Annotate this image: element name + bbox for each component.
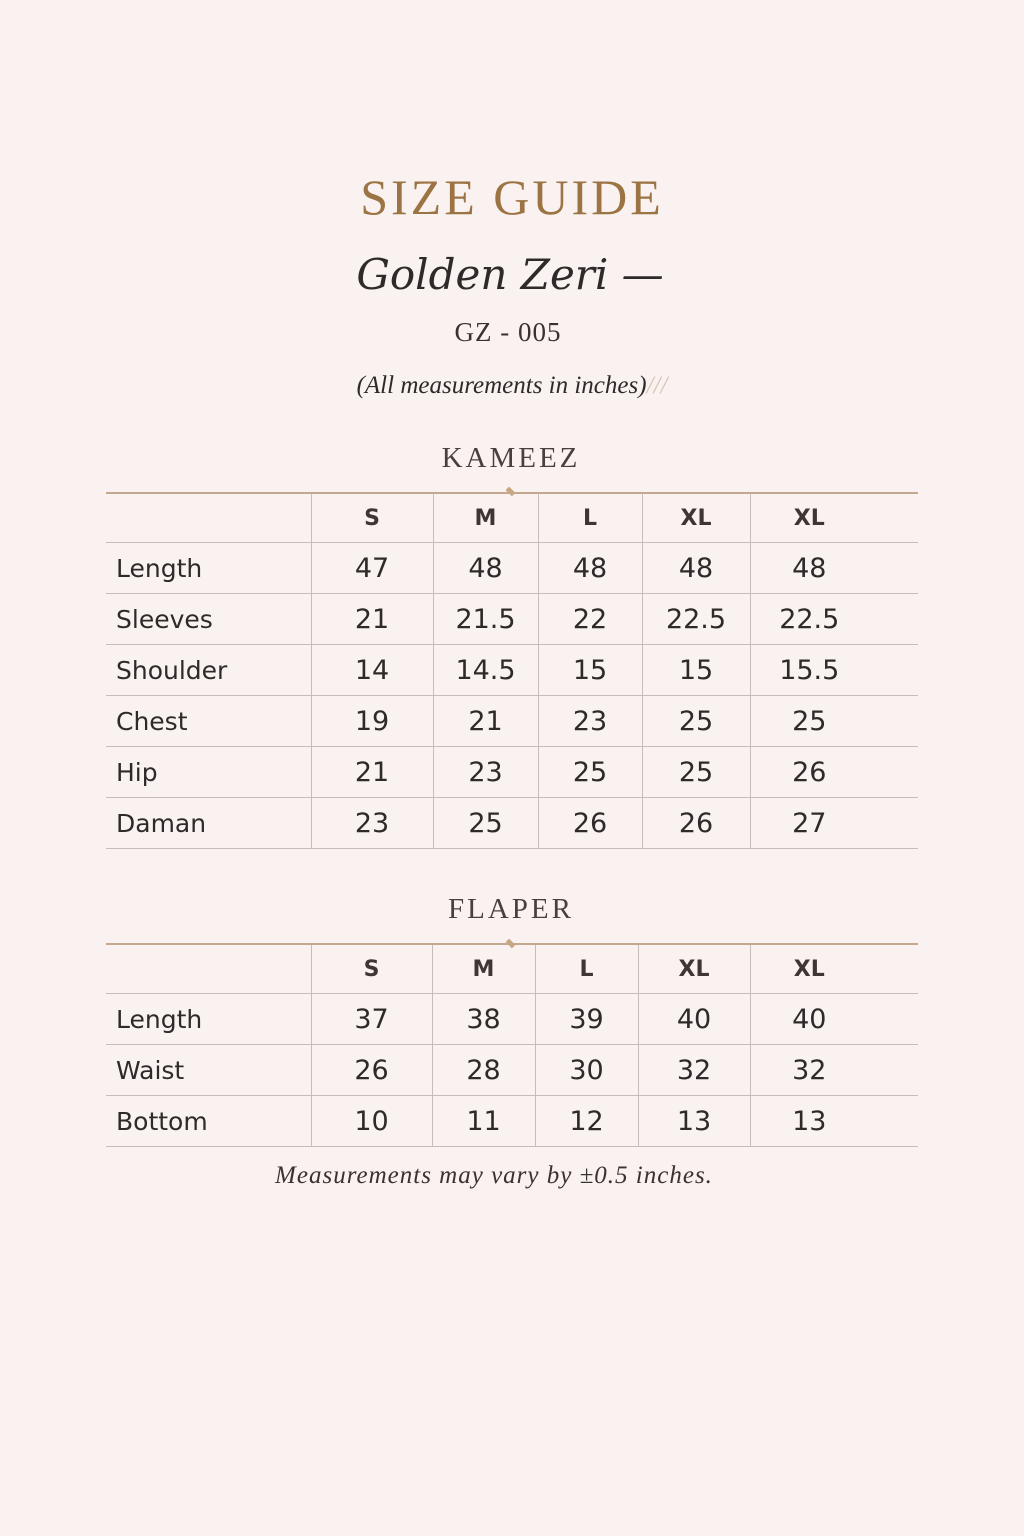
cell-value: 15 [538, 645, 642, 696]
cell-value: 22.5 [642, 594, 750, 645]
cell-value: 21 [311, 594, 433, 645]
cell-value: 27 [750, 798, 918, 849]
product-code: GZ - 005 [454, 317, 562, 347]
header-cell-s: S [311, 493, 433, 543]
cell-value: 15 [642, 645, 750, 696]
cell-value: 37 [311, 994, 432, 1045]
row-label: Shoulder [106, 645, 311, 696]
kameez-section-title: KAMEEZ [441, 442, 581, 474]
cell-value: 28 [432, 1045, 535, 1096]
table-row [106, 747, 918, 798]
header-cell-xl: XL [642, 493, 750, 543]
table-row [106, 798, 918, 849]
flaper-section-title: FLAPER [448, 893, 574, 925]
header-cell-xl-2: XL [750, 493, 918, 543]
page-title: SIZE GUIDE [360, 169, 664, 225]
row-label: Bottom [106, 1096, 311, 1147]
table-row [106, 1045, 918, 1096]
cell-value: 25 [538, 747, 642, 798]
cell-value: 22 [538, 594, 642, 645]
cell-value: 11 [432, 1096, 535, 1147]
cell-value: 32 [750, 1045, 918, 1096]
header-cell-xl-2: XL [750, 944, 918, 994]
header-cell-l: L [538, 493, 642, 543]
cell-value: 22.5 [750, 594, 918, 645]
row-label: Daman [106, 798, 311, 849]
cell-value: 23 [311, 798, 433, 849]
row-label: Length [106, 994, 311, 1045]
cell-value: 48 [538, 543, 642, 594]
table-row [106, 594, 918, 645]
cell-value: 48 [433, 543, 538, 594]
tolerance-note: Measurements may vary by ±0.5 inches. [275, 1162, 713, 1189]
cell-value: 48 [642, 543, 750, 594]
cell-value: 25 [433, 798, 538, 849]
table-header-row [106, 493, 918, 543]
table-header-row [106, 944, 918, 994]
cell-value: 21.5 [433, 594, 538, 645]
cell-value: 14 [311, 645, 433, 696]
row-label: Chest [106, 696, 311, 747]
cell-value: 14.5 [433, 645, 538, 696]
cell-value: 26 [311, 1045, 432, 1096]
units-note-text: (All measurements in inches) [356, 372, 647, 399]
cell-value: 21 [311, 747, 433, 798]
cell-value: 25 [750, 696, 918, 747]
table-row [106, 994, 918, 1045]
cell-value: 13 [750, 1096, 918, 1147]
cell-value: 23 [538, 696, 642, 747]
flaper-size-table [106, 943, 918, 1147]
header-cell-empty [106, 493, 311, 543]
table-row [106, 1096, 918, 1147]
cell-value: 12 [535, 1096, 638, 1147]
header-cell-xl: XL [638, 944, 750, 994]
row-label: Waist [106, 1045, 311, 1096]
cell-value: 21 [433, 696, 538, 747]
product-name: Golden Zeri — [356, 250, 664, 299]
decorative-slashes: /// [646, 372, 668, 399]
cell-value: 26 [538, 798, 642, 849]
cell-value: 26 [642, 798, 750, 849]
header-cell-s: S [311, 944, 432, 994]
cell-value: 23 [433, 747, 538, 798]
kameez-size-table [106, 492, 918, 849]
table-row [106, 543, 918, 594]
units-note [0, 372, 1024, 400]
header-cell-empty [106, 944, 311, 994]
cell-value: 26 [750, 747, 918, 798]
cell-value: 38 [432, 994, 535, 1045]
row-label: Hip [106, 747, 311, 798]
table-row [106, 645, 918, 696]
cell-value: 13 [638, 1096, 750, 1147]
cell-value: 47 [311, 543, 433, 594]
cell-value: 48 [750, 543, 918, 594]
cell-value: 40 [638, 994, 750, 1045]
table-row [106, 696, 918, 747]
cell-value: 25 [642, 696, 750, 747]
header-cell-m: M [432, 944, 535, 994]
cell-value: 19 [311, 696, 433, 747]
row-label: Sleeves [106, 594, 311, 645]
header-cell-l: L [535, 944, 638, 994]
cell-value: 30 [535, 1045, 638, 1096]
header-cell-m: M [433, 493, 538, 543]
cell-value: 25 [642, 747, 750, 798]
cell-value: 15.5 [750, 645, 918, 696]
row-label: Length [106, 543, 311, 594]
cell-value: 10 [311, 1096, 432, 1147]
cell-value: 32 [638, 1045, 750, 1096]
cell-value: 39 [535, 994, 638, 1045]
cell-value: 40 [750, 994, 918, 1045]
